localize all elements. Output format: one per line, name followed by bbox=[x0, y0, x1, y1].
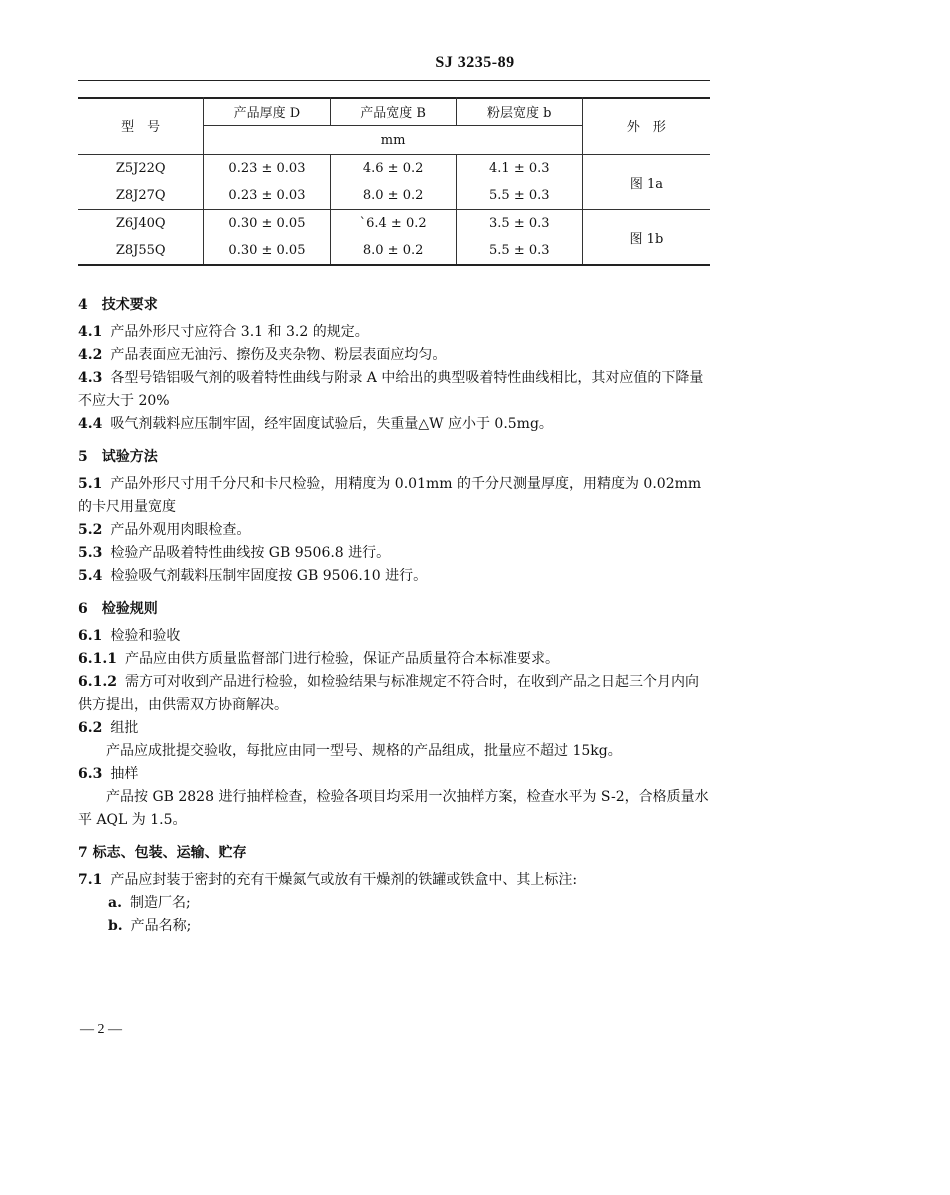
page-number: — 2 — bbox=[80, 1022, 122, 1037]
table-row bbox=[78, 155, 710, 183]
clause-7-1: 7.1 产品应封装于密封的充有干燥氮气或放有干燥剂的铁罐或铁盒中、其上标注: bbox=[78, 872, 578, 888]
thickness-cell: 0.23 ± 0.03 bbox=[204, 182, 330, 210]
model-cell: Z8J27Q bbox=[115, 188, 166, 203]
clause-6-3: 6.3 抽样 bbox=[78, 766, 139, 782]
section-heading: 6 检验规则 bbox=[78, 601, 158, 617]
shape-cell: 图 1b bbox=[582, 210, 710, 266]
section-heading: 5 试验方法 bbox=[78, 449, 158, 465]
standard-code: SJ 3235-89 bbox=[435, 54, 515, 71]
col-powder-width-header: 粉层宽度 b bbox=[456, 97, 582, 126]
col-shape-header: 外 形 bbox=[582, 97, 710, 155]
section-heading: 7 标志、包装、运输、贮存 bbox=[78, 845, 247, 861]
model-cell: Z5J22Q bbox=[78, 155, 204, 183]
model-cell: Z6J40Q bbox=[78, 210, 204, 238]
section-heading: 4 技术要求 bbox=[78, 297, 158, 313]
list-item-b: b. 产品名称; bbox=[108, 918, 192, 934]
width-cell: 4.6 ± 0.2 bbox=[330, 155, 456, 183]
clause-4-2: 4.2 产品表面应无油污、擦伤及夹杂物、粉层表面应均匀。 bbox=[78, 347, 447, 363]
clause-5-4: 5.4 检验吸气剂载料压制牢固度按 GB 9506.10 进行。 bbox=[78, 568, 428, 584]
thickness-cell: 0.30 ± 0.05 bbox=[204, 210, 330, 238]
width-cell: 8.0 ± 0.2 bbox=[330, 237, 456, 265]
header-rule bbox=[78, 80, 710, 81]
clause-6-1-1: 6.1.1 产品应由供方质量监督部门进行检验，保证产品质量符合本标准要求。 bbox=[78, 651, 559, 667]
col-thickness-header: 产品厚度 D bbox=[204, 97, 330, 126]
width-cell: 8.0 ± 0.2 bbox=[330, 182, 456, 210]
thickness-cell: 0.23 ± 0.03 bbox=[204, 155, 330, 183]
spec-table bbox=[78, 97, 710, 266]
clause-6-1-2: 6.1.2 需方可对收到产品进行检验，如检验结果与标准规定不符合时，在收到产品之日起三个月内向供方提出，由供需双方协商解决。 bbox=[78, 674, 699, 713]
clause-5-2: 5.2 产品外观用肉眼检查。 bbox=[78, 522, 251, 538]
clause-5-3: 5.3 检验产品吸着特性曲线按 GB 9506.8 进行。 bbox=[78, 545, 391, 561]
powder-width-cell: 5.5 ± 0.3 bbox=[456, 182, 582, 210]
clause-5-1: 5.1 产品外形尺寸用千分尺和卡尺检验，用精度为 0.01mm 的千分尺测量厚度，用精度为 0.02mm 的卡尺用量宽度 bbox=[78, 476, 702, 515]
thickness-cell: 0.30 ± 0.05 bbox=[204, 237, 330, 265]
model-cell: Z8J55Q bbox=[78, 237, 204, 265]
clause-4-1: 4.1 产品外形尺寸应符合 3.1 和 3.2 的规定。 bbox=[78, 324, 369, 340]
shape-cell: 图 1a bbox=[582, 155, 710, 210]
paragraph-6-2: 产品应成批提交验收，每批应由同一型号、规格的产品组成，批量应不超过 15kg。 bbox=[106, 743, 622, 759]
list-item-a: a. 制造厂名; bbox=[108, 895, 191, 911]
powder-width-cell: 3.5 ± 0.3 bbox=[456, 210, 582, 238]
clause-4-4: 4.4 吸气剂载料应压制牢固，经牢固度试验后，失重量△W 应小于 0.5mg。 bbox=[78, 416, 553, 432]
col-width-header: 产品宽度 B bbox=[330, 97, 456, 126]
powder-width-cell: 4.1 ± 0.3 bbox=[456, 155, 582, 183]
powder-width-cell: 5.5 ± 0.3 bbox=[456, 237, 582, 265]
table-row bbox=[78, 210, 710, 238]
document-body bbox=[78, 284, 710, 938]
paragraph-6-3: 产品按 GB 2828 进行抽样检查，检验各项目均采用一次抽样方案，检查水平为 S-2，合格质量水平 AQL 为 1.5。 bbox=[78, 789, 709, 828]
clause-6-1: 6.1 检验和验收 bbox=[78, 628, 181, 644]
unit-cell: mm bbox=[204, 126, 582, 155]
col-model-header: 型 号 bbox=[121, 120, 161, 135]
width-cell: `6.4 ± 0.2 bbox=[330, 210, 456, 238]
clause-4-3: 4.3 各型号锆铝吸气剂的吸着特性曲线与附录 A 中给出的典型吸着特性曲线相比，其对应值的下降量不应大于 20% bbox=[78, 370, 704, 409]
clause-6-2: 6.2 组批 bbox=[78, 720, 139, 736]
